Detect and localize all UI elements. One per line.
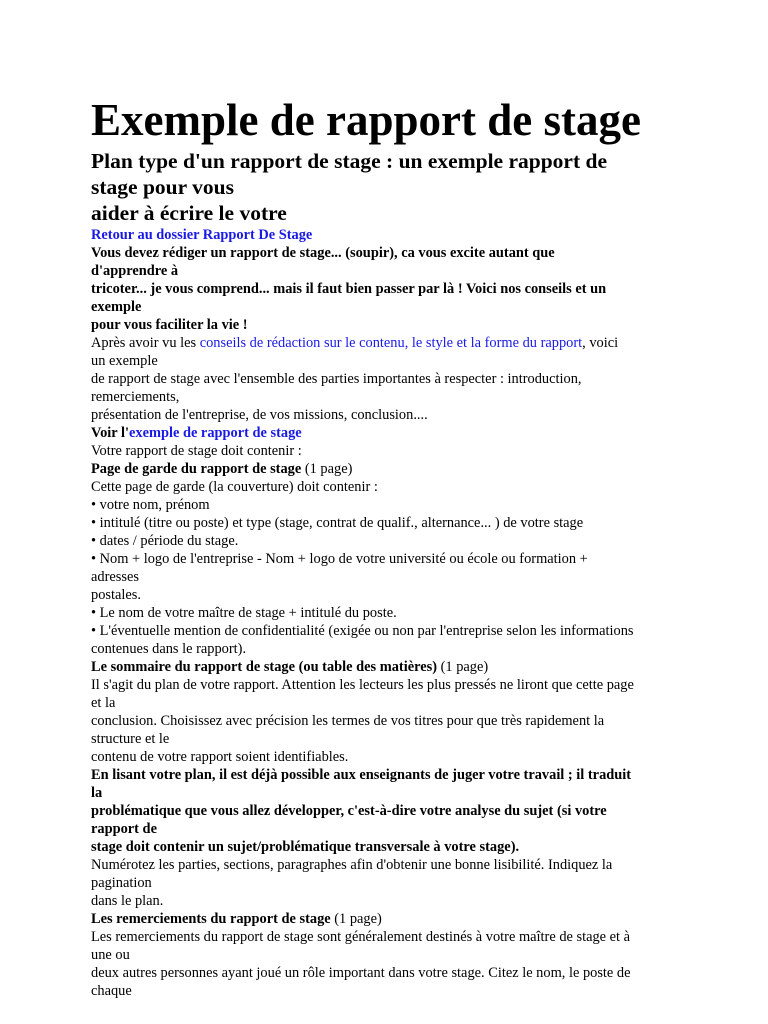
back-to-folder-link[interactable]: Retour au dossier Rapport De Stage <box>91 227 313 243</box>
writing-advice-link[interactable]: conseils de rédaction sur le contenu, le style et la forme du rapport <box>199 335 583 351</box>
page-count: (1 page) <box>330 911 382 927</box>
must-contain-line: Votre rapport de stage doit contenir : <box>91 443 302 459</box>
section-heading: Le sommaire du rapport de stage (ou table des matières) <box>91 659 438 675</box>
document-body <box>91 226 691 1000</box>
intro-line: exemple <box>91 299 142 315</box>
cover-line: postales. <box>91 587 141 603</box>
advice-line: un exemple <box>91 353 158 369</box>
summary-bold-line: En lisant votre plan, il est déjà possible aux enseignants de juger votre travail ; il traduit <box>91 767 632 783</box>
document-page <box>91 92 691 1000</box>
cover-line: adresses <box>91 569 139 585</box>
summary-line: et la <box>91 695 116 711</box>
summary-line: structure et le <box>91 731 170 747</box>
intro-line: pour vous faciliter la vie ! <box>91 317 248 333</box>
page-subtitle <box>91 148 691 226</box>
cover-line: • Le nom de votre maître de stage + intitulé du poste. <box>91 605 397 621</box>
cover-line: Cette page de garde (la couverture) doit contenir : <box>91 479 378 495</box>
advice-line: remerciements, <box>91 389 180 405</box>
summary-bold-line: problématique que vous allez développer, c'est-à-dire votre analyse du sujet (si votre <box>91 803 607 819</box>
advice-line: de rapport de stage avec l'ensemble des parties importantes à respecter : introduction, <box>91 371 582 387</box>
subtitle-line: stage pour vous <box>91 175 234 199</box>
summary-line: dans le plan. <box>91 893 164 909</box>
subtitle-line: aider à écrire le votre <box>91 201 287 225</box>
intro-line: Vous devez rédiger un rapport de stage... (soupir), ca vous excite autant que <box>91 245 555 261</box>
intro-line: d'apprendre à <box>91 263 179 279</box>
advice-line <box>91 334 691 352</box>
thanks-heading-line <box>91 910 691 928</box>
summary-bold-line: rapport de <box>91 821 157 837</box>
thanks-line: Les remerciements du rapport de stage sont généralement destinés à votre maître de stage et à <box>91 929 631 945</box>
voir-prefix: Voir l' <box>91 425 129 441</box>
thanks-line: une ou <box>91 947 130 963</box>
summary-heading-line <box>91 658 691 676</box>
cover-line: • dates / période du stage. <box>91 533 239 549</box>
summary-line: pagination <box>91 875 152 891</box>
cover-line: • votre nom, prénom <box>91 497 210 513</box>
example-report-link[interactable]: exemple de rapport de stage <box>129 425 302 441</box>
advice-suffix: , voici <box>582 335 619 351</box>
page-count: (1 page) <box>301 461 353 477</box>
summary-bold-line: la <box>91 785 103 801</box>
summary-line: Numérotez les parties, sections, paragraphes afin d'obtenir une bonne lisibilité. Indiquez la <box>91 857 613 873</box>
summary-line: conclusion. Choisissez avec précision les termes de vos titres pour que très rapidement la <box>91 713 605 729</box>
thanks-line: chaque <box>91 983 132 999</box>
cover-line: • Nom + logo de l'entreprise - Nom + logo de votre université ou école ou formation + <box>91 551 588 567</box>
summary-line: contenu de votre rapport soient identifiables. <box>91 749 349 765</box>
summary-bold-line: stage doit contenir un sujet/problématique transversale à votre stage). <box>91 839 520 855</box>
section-heading: Les remerciements du rapport de stage <box>91 911 331 927</box>
intro-line: tricoter... je vous comprend... mais il faut bien passer par là ! Voici nos conseils et un <box>91 281 607 297</box>
advice-prefix: Après avoir vu les <box>91 335 200 351</box>
section-heading: Page de garde du rapport de stage <box>91 461 302 477</box>
page-title: Exemple de rapport de stage <box>91 95 641 145</box>
cover-line: • intitulé (titre ou poste) et type (stage, contrat de qualif., alternance... ) de votre stage <box>91 515 584 531</box>
summary-line: Il s'agit du plan de votre rapport. Attention les lecteurs les plus pressés ne liront que cette page <box>91 677 634 693</box>
cover-line: • L'éventuelle mention de confidentialité (exigée ou non par l'entreprise selon les informations <box>91 623 634 639</box>
thanks-line: deux autres personnes ayant joué un rôle important dans votre stage. Citez le nom, le poste de <box>91 965 631 981</box>
cover-heading-line <box>91 460 691 478</box>
advice-line: présentation de l'entreprise, de vos missions, conclusion.... <box>91 407 428 423</box>
subtitle-line: Plan type d'un rapport de stage : un exemple rapport de <box>91 149 607 173</box>
page-count: (1 page) <box>437 659 489 675</box>
cover-line: contenues dans le rapport). <box>91 641 247 657</box>
voir-line <box>91 424 691 442</box>
